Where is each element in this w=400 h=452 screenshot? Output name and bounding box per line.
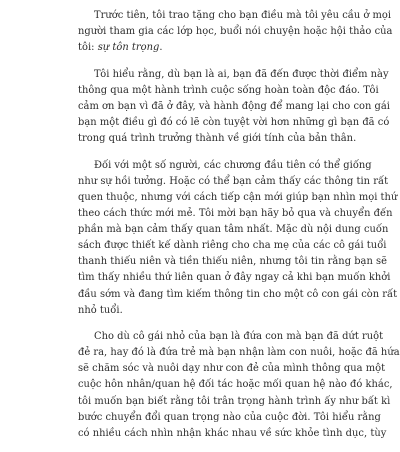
line-text: nhỏ tuổi. <box>78 304 123 316</box>
emphasized-text: sự tôn trọng <box>97 42 160 54</box>
text-line <box>78 254 388 270</box>
text-line <box>78 99 390 115</box>
line-text: tôi muốn bạn biết rằng tôi trân trọng hành trình ấy như bất kì <box>78 395 391 407</box>
text-line <box>78 206 393 222</box>
line-text: sách được thiết kế dành riêng cho cha mẹ của các cô gái tuổi <box>78 240 387 252</box>
text-line <box>78 190 398 206</box>
text-line <box>78 361 386 377</box>
line-text: như sự hồi tưởng. Hoặc có thể bạn cảm thấy các thông tin rất <box>78 175 389 187</box>
line-text: tìm thấy nhiều thứ liên quan ở đây ngay cả khi bạn muốn khởi <box>78 272 391 284</box>
text-line <box>78 329 384 345</box>
line-text: theo cách thức mới mẻ. Tôi mời bạn hãy bỏ qua và chuyển đến <box>78 208 393 220</box>
line-text: thông qua một hành trình cuộc sống hoàn toàn độc đáo. Tôi <box>78 84 379 96</box>
line-text: cảm ơn bạn vì đã ở đây, và hành động để mang lại cho con gái <box>78 100 390 112</box>
text-line <box>78 115 390 131</box>
line-text: đầu sớm và đang tìm kiếm thông tin cho một cô con gái còn rất <box>78 288 398 300</box>
line-text-tail: . <box>159 42 163 54</box>
line-text: trong quá trình trưởng thành về giới tính của bản thân. <box>78 133 357 145</box>
line-text: Tôi hiểu rằng, dù bạn là ai, bạn đã đến được thời điểm này <box>94 68 389 80</box>
line-text: Cho dù cô gái nhỏ của bạn là đứa con mà bạn đã dứt ruột <box>94 331 384 343</box>
text-line <box>78 24 393 40</box>
text-line <box>78 345 400 361</box>
text-line <box>78 8 392 24</box>
text-line <box>78 426 387 442</box>
text-line <box>78 158 372 174</box>
paragraph <box>78 8 393 56</box>
text-line <box>78 303 353 319</box>
text-line <box>78 394 391 410</box>
text-line <box>78 67 389 83</box>
text-line <box>78 287 398 303</box>
text-line <box>78 131 357 147</box>
line-text: Đối với một số người, các chương đầu tiên có thể giống <box>94 159 372 171</box>
text-line <box>78 40 353 56</box>
text-line <box>78 222 389 238</box>
text-line <box>78 410 381 426</box>
paragraph <box>78 158 398 319</box>
text-column <box>78 8 400 452</box>
paragraph <box>78 329 400 442</box>
line-text: cuộc hôn nhân/quan hệ đối tác hoặc mối quan hệ nào đó khác, <box>78 379 393 391</box>
line-text: thanh thiếu niên và tiền thiếu niên, nhưng tôi tin rằng bạn sẽ <box>78 256 388 268</box>
text-line <box>78 83 379 99</box>
line-text: bạn một điều gì đó có lẽ còn tuyệt vời hơn những gì bạn đã có <box>78 117 390 129</box>
line-text: quen thuộc, nhưng với cách tiếp cận mới giúp bạn nhìn mọi thứ <box>78 191 398 203</box>
text-line <box>78 238 387 254</box>
line-text: phần mà bạn cảm thấy quan tâm nhất. Mặc dù nội dung cuốn <box>78 224 389 236</box>
paragraph <box>78 67 390 147</box>
line-text: đẻ ra, hay đó là đứa trẻ mà bạn nhận làm con nuôi, hoặc đã hứa <box>78 347 400 359</box>
line-text: Trước tiên, tôi trao tặng cho bạn điều mà tôi yêu cầu ở mọi <box>94 10 392 21</box>
text-line <box>78 174 389 190</box>
line-text: người tham gia các lớp học, buổi nói chuyện hoặc hội thảo của <box>78 26 393 38</box>
line-text: có nhiều cách nhìn nhận khác nhau về sức khỏe tình dục, tùy <box>78 427 387 439</box>
line-text: tôi: <box>78 42 98 54</box>
line-text: bước chuyển đổi quan trọng nào của cuộc đời. Tôi hiểu rằng <box>78 411 381 423</box>
text-line <box>78 270 391 286</box>
text-line <box>78 377 393 393</box>
line-text: sẽ chăm sóc và nuôi dạy như con đẻ của mình thông qua một <box>78 363 386 375</box>
